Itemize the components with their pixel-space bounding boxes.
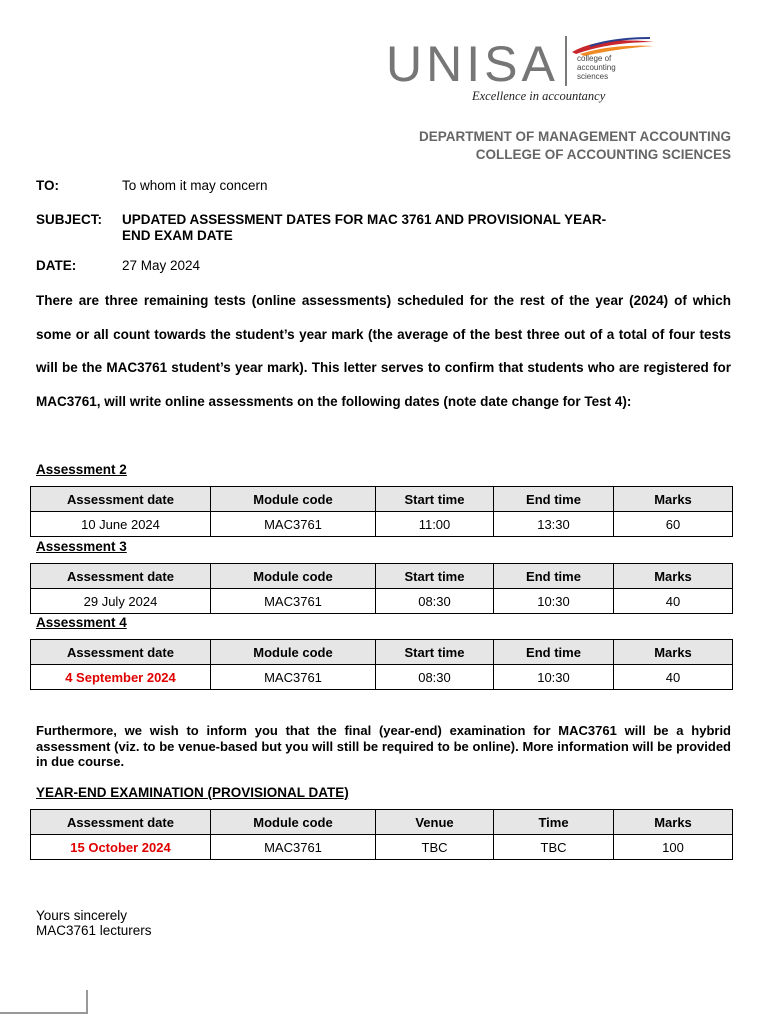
column-header: Start time bbox=[376, 640, 494, 665]
time-cell: TBC bbox=[494, 835, 614, 860]
end-time-cell: 10:30 bbox=[494, 589, 614, 614]
column-header: Module code bbox=[211, 564, 376, 589]
table-row bbox=[31, 665, 733, 690]
college-name: COLLEGE OF ACCOUNTING SCIENCES bbox=[475, 147, 731, 162]
subject-label: SUBJECT: bbox=[36, 212, 103, 227]
venue-cell: TBC bbox=[376, 835, 494, 860]
exam-date-cell: 15 October 2024 bbox=[31, 835, 211, 860]
column-header: End time bbox=[494, 487, 614, 512]
exam-heading: YEAR-END EXAMINATION (PROVISIONAL DATE) bbox=[36, 785, 349, 800]
column-header: Assessment date bbox=[31, 487, 211, 512]
department-name: DEPARTMENT OF MANAGEMENT ACCOUNTING bbox=[419, 129, 731, 144]
column-header: Start time bbox=[376, 487, 494, 512]
table-row bbox=[31, 835, 733, 860]
column-header: End time bbox=[494, 564, 614, 589]
logo-college-line: college of bbox=[577, 54, 612, 63]
start-time-cell: 11:00 bbox=[376, 512, 494, 537]
closing-salutation: Yours sincerely bbox=[36, 908, 128, 923]
to-value: To whom it may concern bbox=[122, 178, 268, 193]
assessment-date-cell: 10 June 2024 bbox=[31, 512, 211, 537]
assessment-heading: Assessment 4 bbox=[36, 615, 127, 630]
assessment-table bbox=[30, 486, 733, 537]
column-header: Module code bbox=[211, 810, 376, 835]
marks-cell: 100 bbox=[614, 835, 733, 860]
table-header-row bbox=[31, 810, 733, 835]
to-label: TO: bbox=[36, 178, 59, 193]
column-header: Assessment date bbox=[31, 810, 211, 835]
column-header: Marks bbox=[614, 640, 733, 665]
column-header: Assessment date bbox=[31, 564, 211, 589]
table-header-row bbox=[31, 640, 733, 665]
logo-swoosh-icon bbox=[570, 34, 656, 56]
logo-tagline: Excellence in accountancy bbox=[472, 89, 606, 103]
module-code-cell: MAC3761 bbox=[211, 589, 376, 614]
marks-cell: 40 bbox=[614, 665, 733, 690]
assessment-table bbox=[30, 639, 733, 690]
column-header: Time bbox=[494, 810, 614, 835]
module-code-cell: MAC3761 bbox=[211, 835, 376, 860]
start-time-cell: 08:30 bbox=[376, 665, 494, 690]
date-label: DATE: bbox=[36, 258, 77, 273]
end-time-cell: 13:30 bbox=[494, 512, 614, 537]
subject-line: END EXAM DATE bbox=[122, 228, 233, 243]
table-header-row bbox=[31, 564, 733, 589]
column-header: Marks bbox=[614, 564, 733, 589]
exam-table bbox=[30, 809, 733, 860]
column-header: Venue bbox=[376, 810, 494, 835]
date-value: 27 May 2024 bbox=[122, 258, 201, 273]
intro-paragraph: There are three remaining tests (online assessments) scheduled for the rest of the year (2024) of which some or all count towards the student’s year mark (the average of the best three out of a total of four tests will be the MAC3761 student’s year mark). This letter serves to confirm that students who are registered for MAC3761, will write online assessments on the following dates (note date change for Test 4): bbox=[36, 293, 731, 409]
table-header-row bbox=[31, 487, 733, 512]
column-header: Module code bbox=[211, 640, 376, 665]
column-header: End time bbox=[494, 640, 614, 665]
logo-college-line: accounting bbox=[577, 63, 616, 72]
assessment-heading: Assessment 2 bbox=[36, 462, 127, 477]
logo-college-text bbox=[577, 54, 637, 81]
page-corner-mark bbox=[0, 990, 88, 1014]
closing-signoff: MAC3761 lecturers bbox=[36, 923, 152, 938]
module-code-cell: MAC3761 bbox=[211, 512, 376, 537]
unisa-logo-wordmark: UNISA bbox=[386, 36, 559, 92]
marks-cell: 60 bbox=[614, 512, 733, 537]
further-paragraph: Furthermore, we wish to inform you that the final (year-end) examination for MAC3761 will be a hybrid assessment (viz. to be venue-based but you will still be required to be online). More information will be provided in due course. bbox=[36, 723, 731, 769]
column-header: Marks bbox=[614, 810, 733, 835]
subject-line: UPDATED ASSESSMENT DATES FOR MAC 3761 AND PROVISIONAL YEAR- bbox=[122, 212, 607, 227]
assessment-date-cell: 4 September 2024 bbox=[31, 665, 211, 690]
assessment-heading: Assessment 3 bbox=[36, 539, 127, 554]
end-time-cell: 10:30 bbox=[494, 665, 614, 690]
column-header: Marks bbox=[614, 487, 733, 512]
logo-divider bbox=[565, 36, 567, 86]
table-row bbox=[31, 512, 733, 537]
module-code-cell: MAC3761 bbox=[211, 665, 376, 690]
assessment-date-cell: 29 July 2024 bbox=[31, 589, 211, 614]
start-time-cell: 08:30 bbox=[376, 589, 494, 614]
table-row bbox=[31, 589, 733, 614]
column-header: Assessment date bbox=[31, 640, 211, 665]
assessment-table bbox=[30, 563, 733, 614]
column-header: Start time bbox=[376, 564, 494, 589]
column-header: Module code bbox=[211, 487, 376, 512]
marks-cell: 40 bbox=[614, 589, 733, 614]
logo-college-line: sciences bbox=[577, 72, 609, 81]
